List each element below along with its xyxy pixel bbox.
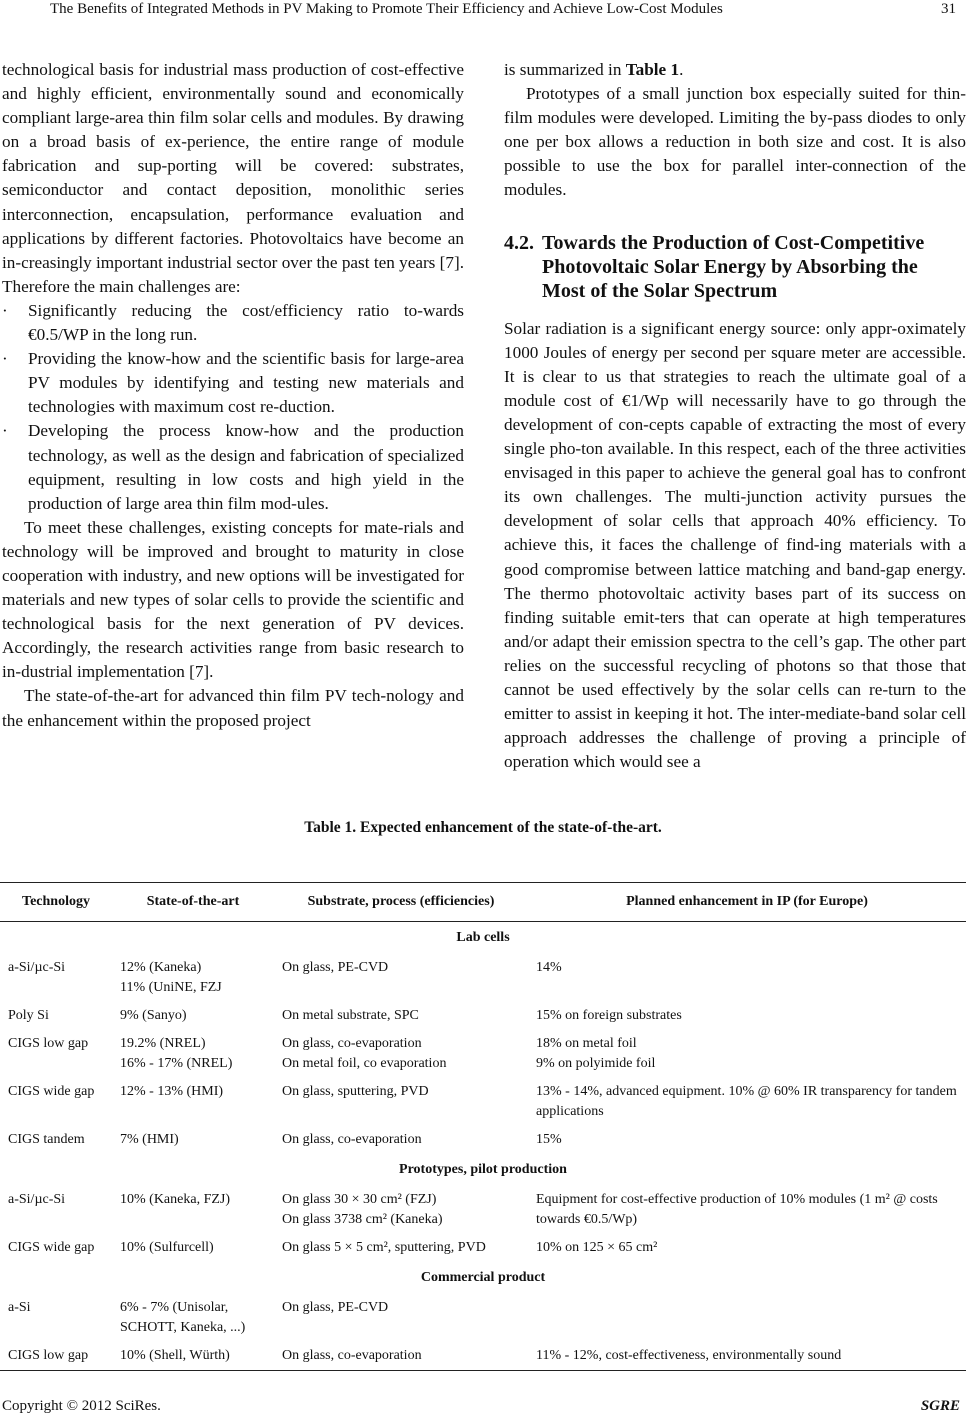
- bullet-mark: ·: [2, 421, 8, 441]
- table-cell: [528, 1294, 966, 1342]
- table-caption: Table 1. Expected enhancement of the state-of-the-art.: [304, 819, 662, 836]
- section-heading: [504, 231, 966, 303]
- paragraph: [504, 58, 966, 82]
- table-cell: CIGS wide gap: [8, 1240, 95, 1255]
- table-row: [0, 1186, 966, 1234]
- table-cell: On glass 30 × 30 cm² (FZJ) On glass 3738 cm² (Kaneka): [282, 1192, 443, 1227]
- table-cell: 9% (Sanyo): [120, 1008, 187, 1023]
- bullet-item: [2, 347, 464, 419]
- table-cell: 14%: [536, 960, 562, 975]
- table-cell: CIGS low gap: [8, 1036, 89, 1051]
- table-row: [0, 1078, 966, 1126]
- table-cell: 11% - 12%, cost-effectiveness, environmentally sound: [536, 1348, 842, 1363]
- page-number: 31: [941, 1, 956, 17]
- table-cell: On metal substrate, SPC: [282, 1008, 419, 1023]
- bullet-text: Significantly reducing the cost/efficiency ratio to-wards €0.5/WP in the long run.: [28, 300, 464, 345]
- paragraph: Solar radiation is a significant energy source: only appr-oximately 1000 Joules of energy per second per square meter are accessible. It is clear to us that strategies to reach the ultimate goal of a module cost of €1/Wp will necessarily have to go through the development of con-cepts capable of extracting the most of every single pho-ton available. In this respect, each of the three activities envisaged in this paper to achieve the general goal has to confront its own challenges. The multi-junction activity pursues the development of solar cells that approach 40% efficiency. To achieve this, it faces the challenge of find-ing materials with a good compromise between lattice matching and band-gap energy. The thermo photovoltaic activity bases part of its success on finding suitable emit-ters that can operate at high temperatures and/or adapt their emission spectra to the cell’s gap. The other part relies on the successful recycling of photons so that those that cannot be used effectively by the solar cells can re-turn to the emitter to assist in keeping it hot. The inter-mediate-band solar cell approach addresses the challenge of proving a principle of operation which would see a: [504, 318, 966, 772]
- table-cell: 10% (Sulfurcell): [120, 1240, 214, 1255]
- table-row: [0, 1342, 966, 1371]
- section-title: Towards the Production of Cost-Competitive Photovoltaic Solar Energy by Absorbing the Most of the Solar Spectrum: [542, 231, 925, 302]
- table-cell: On glass, co-evaporation: [282, 1348, 422, 1363]
- running-title: The Benefits of Integrated Methods in PV Making to Promote Their Efficiency and Achieve Low-Cost Modules: [50, 1, 723, 17]
- column-header: Technology: [22, 894, 90, 909]
- table-cell: 12% (Kaneka) 11% (UniNE, FZJ: [120, 960, 222, 995]
- table-cell: On glass, PE-CVD: [282, 960, 389, 975]
- table-cell: 6% - 7% (Unisolar, SCHOTT, Kaneka, ...): [120, 1300, 246, 1335]
- table-row: [0, 1234, 966, 1262]
- bullet-mark: ·: [2, 349, 8, 369]
- column-header: State-of-the-art: [146, 894, 240, 909]
- group-title: Lab cells: [456, 930, 510, 945]
- enhancement-table: [0, 882, 966, 1371]
- group-title: Prototypes, pilot production: [399, 1162, 567, 1177]
- table-row: [0, 1294, 966, 1342]
- table-cell: a-Si/µc-Si: [8, 960, 66, 975]
- bullet-item: [2, 299, 464, 347]
- column-header: Substrate, process (efficiencies): [307, 894, 495, 909]
- right-column: [504, 58, 966, 774]
- table-cell: 18% on metal foil 9% on polyimide foil: [536, 1036, 656, 1071]
- journal-name: SGRE: [920, 1398, 960, 1414]
- table-cell: Poly Si: [8, 1008, 49, 1023]
- table-cell: CIGS wide gap: [8, 1084, 95, 1099]
- bullet-text: Providing the know-how and the scientific basis for large-area PV modules by identifying and testing new materials and technologies with maximum cost re-duction.: [28, 349, 464, 417]
- table-cell: On glass, PE-CVD: [282, 1300, 389, 1315]
- table-cell: 12% - 13% (HMI): [120, 1084, 224, 1099]
- table-cell: 10% on 125 × 65 cm²: [536, 1240, 658, 1255]
- paragraph: To meet these challenges, existing concepts for mate-rials and technology will be improved and brought to maturity in close cooperation with industry, and new options will be investigated for materials and new types of solar cells to provide the scientific and technological basis for the next generation of PV devices. Accordingly, the research activities range from basic research to in-dustrial implementation [7].: [2, 517, 464, 682]
- table-reference: Table 1: [625, 60, 680, 79]
- paragraph-end: .: [679, 60, 684, 79]
- bullet-mark: ·: [2, 300, 8, 320]
- group-title: Commercial product: [420, 1270, 546, 1285]
- paragraph-text: is summarized in: [504, 60, 626, 79]
- table-row: [0, 1126, 966, 1154]
- table-cell: Equipment for cost-effective production of 10% modules (1 m² @ costs towards €0.5/Wp): [536, 1192, 938, 1227]
- table-cell: a-Si: [8, 1300, 31, 1315]
- table-cell: 13% - 14%, advanced equipment. 10% @ 60% IR transparency for tandem applications: [536, 1084, 957, 1119]
- table-cell: 10% (Shell, Würth): [120, 1348, 230, 1363]
- table-cell: 15%: [536, 1132, 562, 1147]
- table-row: [0, 1002, 966, 1030]
- group-row: [0, 922, 966, 955]
- bullet-item: [2, 419, 464, 515]
- table-cell: 15% on foreign substrates: [536, 1008, 682, 1023]
- table-cell: On glass, sputtering, PVD: [282, 1084, 429, 1099]
- table-cell: 19.2% (NREL) 16% - 17% (NREL): [120, 1036, 233, 1071]
- paragraph: technological basis for industrial mass production of cost-effective and highly efficient, environmentally sound and economically compliant large-area thin film solar cells and modules. By drawing on a broad basis of ex-perience, the entire range of module fabrication and sup-porting will be covered: substrates, semiconductor and contact deposition, monolithic series interconnection, encapsulation, performance evaluation and applications by different factories. Photovoltaics have become an in-creasingly important industrial sector over the past ten years [7]. Therefore the main challenges are:: [2, 60, 465, 296]
- group-row: [0, 1262, 966, 1294]
- column-header: Planned enhancement in IP (for Europe): [626, 894, 868, 909]
- table-cell: 10% (Kaneka, FZJ): [120, 1192, 231, 1207]
- table-cell: a-Si/µc-Si: [8, 1192, 66, 1207]
- table-cell: 7% (HMI): [120, 1132, 179, 1147]
- table-cell: On glass, co-evaporation On metal foil, co evaporation: [282, 1036, 447, 1071]
- paragraph: The state-of-the-art for advanced thin film PV tech-nology and the enhancement within the proposed project: [2, 686, 464, 730]
- table-row: [0, 954, 966, 1002]
- table-body: [0, 922, 966, 1371]
- left-column: [2, 58, 464, 733]
- table-cell: CIGS low gap: [8, 1348, 89, 1363]
- running-header: [0, 0, 966, 28]
- table-cell: On glass 5 × 5 cm², sputtering, PVD: [282, 1240, 486, 1255]
- table-row: [0, 1030, 966, 1078]
- section-number: 4.2.: [504, 231, 534, 254]
- table-cell: CIGS tandem: [8, 1132, 85, 1147]
- table-cell: On glass, co-evaporation: [282, 1132, 422, 1147]
- bullet-text: Developing the process know-how and the production technology, as well as the design and fabrication of specialized equipment, resulting in low costs and high yield in the production of large area thin film mod-ules.: [28, 421, 464, 513]
- copyright: Copyright © 2012 SciRes.: [2, 1398, 161, 1414]
- group-row: [0, 1154, 966, 1186]
- paragraph: Prototypes of a small junction box especially suited for thin-film modules were developed. Limiting the by-pass diodes to only one per box allows a reduction in both size and cost. It is also possible to use the box for parallel inter-connection of the modules.: [504, 84, 966, 200]
- table-header-row: [0, 883, 966, 922]
